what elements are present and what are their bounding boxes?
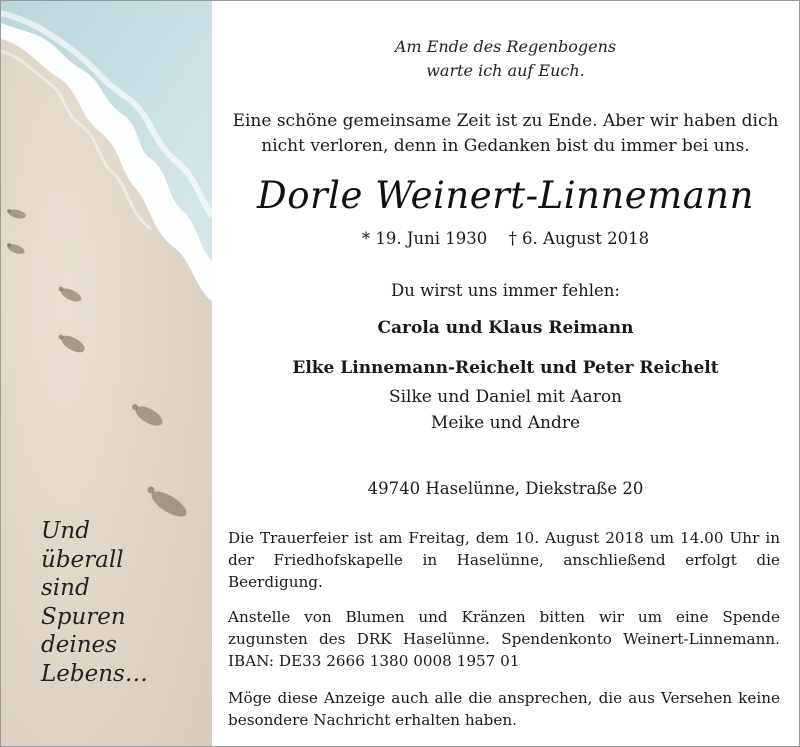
mourner-family-2-members: [212, 385, 799, 436]
obituary-text: [212, 1, 799, 746]
mourner-sub-2: Meike und Andre: [430, 412, 581, 433]
family-address: 49740 Haselünne, Diekstraße 20: [367, 479, 644, 498]
death-date: † 6. August 2018: [508, 229, 650, 248]
mourner-family-2: Elke Linnemann-Reichelt und Peter Reichelt: [292, 358, 719, 378]
funeral-paragraph: Die Trauerfeier ist am Freitag, dem 10. August 2018 um 14.00 Uhr in der Friedhofskapelle in Haselünne, anschließend erfolgt die Beerdigung.: [228, 529, 780, 591]
poem-line: sind: [41, 575, 90, 601]
deceased-name: Dorle Weinert-Linnemann: [257, 174, 754, 217]
beach-footprints-image: [1, 1, 212, 746]
life-dates: [212, 229, 799, 248]
mourners-heading: Du wirst uns immer fehlen:: [391, 281, 620, 300]
poem-line: Spuren: [41, 603, 126, 630]
poem-line: deines: [41, 632, 117, 658]
intro-line-2: nicht verloren, denn in Gedanken bist du immer bei uns.: [261, 136, 750, 156]
quote-line-2: warte ich auf Euch.: [426, 61, 585, 80]
mourner-family-1: Carola und Klaus Reimann: [377, 318, 634, 338]
birth-date: * 19. Juni 1930: [361, 229, 488, 248]
poem-line: überall: [41, 546, 124, 573]
intro-line-1: Eine schöne gemeinsame Zeit ist zu Ende. Aber wir haben dich: [232, 111, 779, 131]
notice-paragraph: Möge diese Anzeige auch alle die ansprechen, die aus Versehen keine besondere Nachricht erhalten haben.: [228, 689, 780, 729]
mourner-sub-1: Silke und Daniel mit Aaron: [388, 387, 623, 407]
poem-line: Und: [41, 518, 90, 544]
poem-line: Lebens…: [41, 660, 148, 687]
opening-quote: [212, 35, 799, 83]
intro-text: [212, 109, 799, 159]
sidebar-poem: [41, 517, 148, 688]
quote-line-1: Am Ende des Regenbogens: [394, 37, 617, 56]
donation-paragraph: Anstelle von Blumen und Kränzen bitten wir um eine Spende zugunsten des DRK Haselünne. Spendenkonto Weinert-Linnemann. IBAN: DE33 2666 1380 0008 1957 01: [228, 608, 780, 670]
